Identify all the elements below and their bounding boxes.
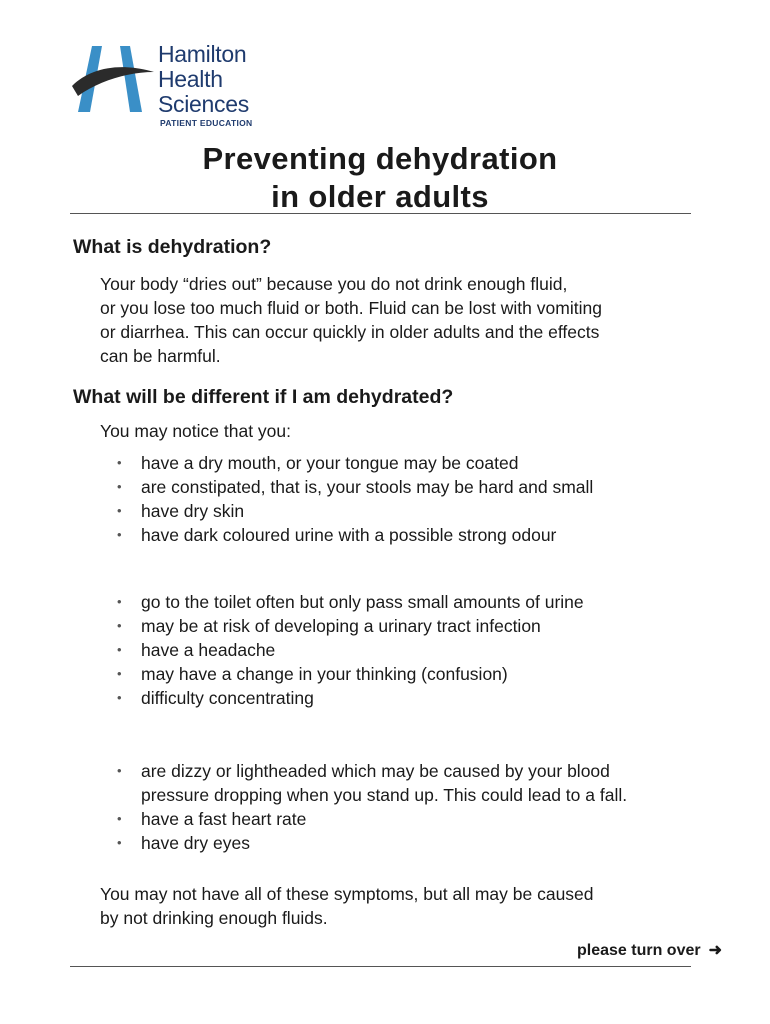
list-item: • have dark coloured urine with a possible strong odour	[0, 523, 593, 547]
arrow-right-icon: ➜	[708, 942, 722, 959]
list-item-line: • are dizzy or lightheaded which may be caused by your blood	[141, 761, 610, 781]
paragraph-line: You may not have all of these symptoms, but all may be caused	[100, 884, 594, 904]
logo-mark-icon	[70, 42, 156, 114]
footer-divider	[70, 966, 691, 967]
paragraph-line: or diarrhea. This can occur quickly in older adults and the effects	[100, 322, 600, 342]
symptom-list-3	[0, 759, 627, 855]
list-item: • have a fast heart rate	[0, 807, 627, 831]
list-item: • have a dry mouth, or your tongue may be coated	[0, 451, 593, 475]
section-2-intro: You may notice that you:	[100, 421, 292, 441]
logo-subtitle: PATIENT EDUCATION	[160, 118, 253, 128]
paragraph-line: Your body “dries out” because you do not drink enough fluid,	[100, 274, 568, 294]
symptom-list-1	[0, 451, 593, 547]
list-item: • have a headache	[0, 638, 584, 662]
logo-line-3: Sciences	[158, 91, 249, 117]
list-item: • go to the toilet often but only pass small amounts of urine	[0, 590, 584, 614]
logo-wordmark	[158, 42, 249, 117]
list-item: • are constipated, that is, your stools may be hard and small	[0, 475, 593, 499]
closing-paragraph	[100, 882, 594, 930]
list-item: • may be at risk of developing a urinary tract infection	[0, 614, 584, 638]
turn-over-label: please turn over	[576, 942, 701, 959]
list-item	[0, 759, 627, 807]
list-item: • have dry eyes	[0, 831, 627, 855]
hamilton-health-sciences-logo	[70, 42, 270, 134]
logo-line-1: Hamilton	[158, 41, 247, 67]
paragraph-line: or you lose too much fluid or both. Fluid can be lost with vomiting	[100, 298, 602, 318]
list-item: • may have a change in your thinking (confusion)	[0, 662, 584, 686]
symptom-list-2	[0, 590, 584, 710]
paragraph-line: can be harmful.	[100, 346, 221, 366]
please-turn-over-note	[577, 940, 722, 960]
list-item-line: pressure dropping when you stand up. This could lead to a fall.	[141, 785, 628, 805]
section-heading-what-will-be-different: What will be different if I am dehydrated?	[73, 386, 454, 408]
title-line-1: Preventing dehydration	[202, 141, 558, 176]
list-item: • have dry skin	[0, 499, 593, 523]
title-line-2: in older adults	[271, 179, 489, 214]
paragraph-line: by not drinking enough fluids.	[100, 908, 328, 928]
list-item: • difficulty concentrating	[0, 686, 584, 710]
logo-line-2: Health	[158, 66, 223, 92]
section-1-paragraph	[100, 272, 602, 368]
title-divider	[70, 213, 691, 214]
section-heading-what-is-dehydration: What is dehydration?	[73, 236, 272, 258]
page-title	[70, 140, 690, 216]
